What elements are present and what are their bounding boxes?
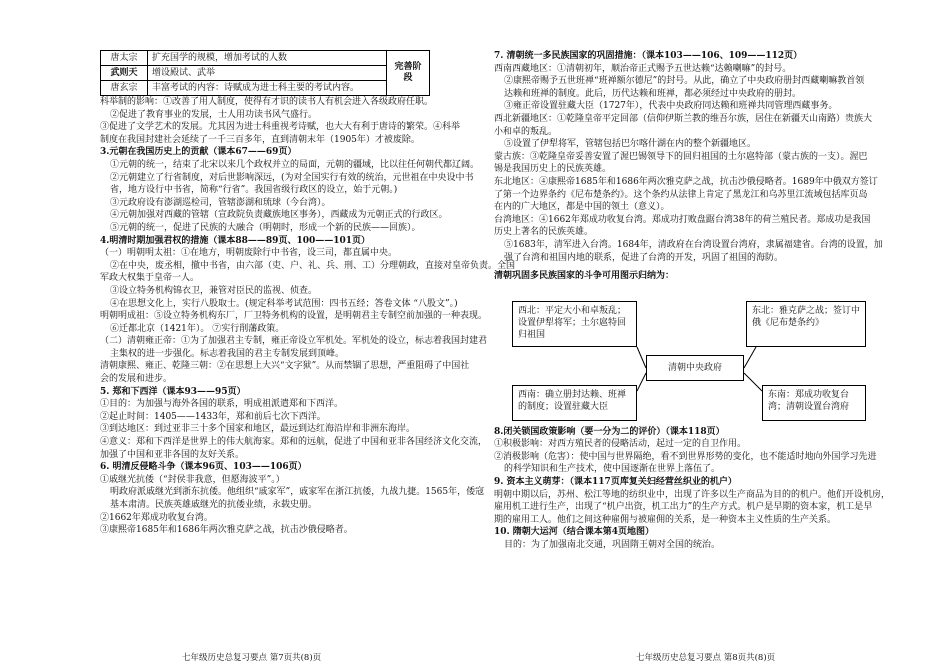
diagram-title: 清朝巩固多民族国家的斗争可用图示归纳为： [494,271,675,282]
table-cell: 唐玄宗 [101,81,148,96]
table-cell: 扩充国学的规模，增加考试的人数 [148,51,387,66]
text-line: （二）清朝雍正帝：①为了加强君主专制，雍正帝设立军机处。军机处的设立，标志着我国封建君 [100,336,488,347]
left-page [100,0,516,537]
right-page [494,0,891,552]
text-line: ⑤元朝的统一，促进了民族的大融合（明朝时，形成一个新的民族——回族）。 [110,222,421,233]
text-line: 3.元朝在我国历史上的贡献（课本67——69页） [100,147,297,158]
text-line: 军政大权集于皇帝一人。 [100,273,200,284]
text-line: （一）明朝明太祖：①在地方，明朝废除行中书省，设三司，都直属中央。 [100,248,398,259]
diagram-northwest: 西北：平定大小和卓叛乱；设置伊犁将军；土尔扈特回归祖国 [512,301,637,347]
text-line: ②促进了教育事业的发展，士人用功读书风气盛行。 [110,109,318,120]
keju-table [100,50,430,96]
text-line: ①元朝的统一，结束了北宋以来几个政权并立的局面，元朝的疆域，比以往任何朝代都辽阔。 [110,159,480,170]
text-line: 台湾地区：④1662年郑成功收复台湾。郑成功打败盘踞台湾38年的荷兰殖民者。郑成功是我国 [494,214,871,225]
text-line: ②消极影响（危害）：使中国与世界隔绝，看不到世界形势的变化，也不能适时地向外国学习先进 [494,451,877,462]
text-line: ②起止时间：1405——1433年，郑和前后七次下西洋。 [100,411,326,422]
text-line: 达赖和班禅的制度。此后，历代达赖和班禅，都必须经过中央政府的册封。 [504,88,802,99]
text-line: 科举制的影响：①改善了用人制度，使得有才识的读书人有机会进入各级政府任职。 [100,97,434,107]
text-line: ④元朝加强对西藏的管辖（宣政院负责藏族地区事务），西藏成为元朝正式的行政区。 [110,210,448,221]
right-text-2 [494,426,891,552]
table-cell: 增设殿试、武举 [148,66,387,81]
text-line: ⑥迁都北京（1421年）。 ⑦实行削藩政策。 [110,323,285,334]
text-line: 基本肃清。民族英雄戚继光的抗倭业绩，永载史册。 [110,500,318,510]
text-line: 会的发展和进步。 [100,374,173,385]
text-line: 7. 清朝统一多民族国家的巩固措施：（课本103——106、109——112页） [494,51,803,61]
text-line: ②在中央，废丞相，撤中书省，由六部（吏、户、礼、兵、刑、工）分理朝政，直接对皇帝负责。全国 [110,260,516,271]
text-line: 主集权的进一步强化。标志着我国的君主专制发展到顶峰。 [110,348,345,359]
text-line: 的科学知识和生产技术，使中国逐渐在世界上落伍了。 [504,464,721,475]
text-line: 蒙古族：③乾隆皇帝妥善安置了渥巴锡领导下的回归祖国的土尔扈特部（蒙古族的一支）。渥巴 [494,151,868,162]
text-line: 10. 隋朝大运河（结合课本第4页地图） [494,527,655,538]
page-footer-left: 七年级历史总复习要点 第7页共(8)页 [182,653,322,663]
text-line: ④意义：郑和下西洋是世界上的伟大航海家。郑和的远航，促进了中国和亚非各国经济文化交流， [100,437,488,448]
text-line: 4.明清时期加强君权的措施（课本88——89页、100——101页） [100,235,371,246]
text-line: 西北新疆地区：①乾隆皇帝平定回部（信仰伊斯兰教的维吾尔族，居住在新疆天山南路）贵族大 [494,113,873,124]
text-line: ①积极影响：对西方殖民者的侵略活动，起过一定的自卫作用。 [494,439,747,450]
text-line: ⑤1683年，清军进入台湾。1684年，清政府在台湾设置台湾府，隶属福建省。台湾的设置，加 [504,239,883,250]
table-side-label: 完善阶段 [387,51,430,96]
text-line: ④在思想文化上，实行八股取士。(规定科举考试范围：四书五经；答卷文体 “八股文”。) [110,298,458,309]
diagram-northeast: 东北：雅克萨之战；签订中俄《尼布楚条约》 [746,301,866,347]
text-line: 制度在我国封建社会延续了一千三百多年，直到清朝末年（1905年）才被废除。 [100,134,420,145]
text-line: ③促进了文学艺术的发展。尤其因为进士科重视考诗赋，也大大有利于唐诗的繁荣。④科举 [100,122,461,133]
text-line: ①目的：为加强与海外各国的联系，明成祖派遣郑和下西洋。 [100,399,344,410]
text-line: ③元政府设有澎湖巡检司，管辖澎湖和琉球（今台湾）。 [110,197,331,208]
table-cell: 武则天 [101,66,148,81]
text-line: 东北地区：④康熙帝1685年和1686年两次雅克萨之战，抗击沙俄侵略者。1689年中俄双方签订 [494,176,878,187]
text-line: 锡是我国历史上的民族英雄。 [494,164,612,175]
text-line: 5. 郑和下西洋（课本93——95页） [100,386,246,397]
text-line: ②1662年郑成功收复台湾。 [100,512,213,523]
text-line: ②元朝建立了行省制度，对后世影响深远，(为对全国实行有效的统治，元世祖在中央设中书 [110,172,474,183]
text-line: ①戚继光抗倭（“封侯非我意，但愿海波平”。） [100,474,285,485]
text-line: 9. 资本主义萌芽：（课本117页库复关妇经营丝织业的机户） [494,477,737,488]
text-line: ③雍正帝设置驻藏大臣（1727年），代表中央政府同达赖和班禅共同管理西藏事务。 [504,101,838,112]
text-line: 在内的广大地区，都是中国的领土（意义）。 [494,202,670,213]
text-line: 明政府派戚继光到浙东抗倭。他组织“戚家军”，戚家军在浙江抗倭，九战九捷。1565年，倭寇 [110,487,485,498]
text-line: 8.闭关锁国政策影响（要一分为二的评价）（课本118页） [494,426,725,437]
table-cell: 唐太宗 [101,51,148,66]
text-line: 明朝中期以后，苏州、松江等地的纺织业中，出现了许多以生产商品为目的的机户。他们开设机房， [494,489,891,500]
text-line: 强了台湾和祖国内地的联系，促进了台湾的开发，巩固了祖国的海防。 [504,252,784,263]
text-line: 加强了中国和亚非各国的友好关系。 [100,449,245,460]
diagram-southwest: 西南：确立册封达赖、班禅的制度；设置驻藏大臣 [512,385,637,421]
text-line: 省，地方设行中书省，简称“行省”。我国省级行政区的设立，始于元朝。) [110,185,398,196]
text-line: 清朝康熙、雍正、乾隆三朝：②在思想上大兴“文字狱”。从而禁锢了思想，严重阻碍了中国社 [100,361,470,372]
text-line: ⑤设置了伊犁将军，管辖包括巴尔喀什湖在内的整个新疆地区。 [504,139,757,150]
text-line: 6. 明清反侵略斗争（课本96页、103——106页） [100,462,307,473]
text-line: ③设立特务机构锦衣卫，兼管对臣民的监视、侦查。 [110,285,318,296]
text-line: ③康熙帝1685年和1686年两次雅克萨之战，抗击沙俄侵略者。 [100,525,353,536]
text-line: ②康熙帝赐予五世班禅“班禅额尔德尼”的封号。从此，确立了中央政府册封西藏喇嘛教首领 [504,76,865,87]
text-line: 明朝明成祖：⑤设立特务机构东厂，厂卫特务机构的设置，是明朝君主专制空前加强的一种表现。 [100,311,488,322]
text-line: 小和卓的叛乱。 [494,126,558,137]
table-cell: 丰富考试的内容：诗赋成为进士科主要的考试内容。 [148,81,387,96]
diagram-center: 清朝中央政府 [646,355,744,381]
left-text [100,96,516,537]
text-line: 历史上著名的民族英雄。 [494,227,594,238]
page-footer-right: 七年级历史总复习要点 第8页共(8)页 [636,653,776,663]
right-text [494,50,883,264]
text-line: 雇用机工进行生产，出现了“机户出资，机工出力”的生产方式。机户是早期的资本家，机工是早 [494,502,873,513]
text-line: 期的雇用工人。他们之间这种雇佣与被雇佣的关系，是一种资本主义性质的生产关系。 [494,514,837,525]
text-line: 了第一个边界条约《尼布楚条约》。这个条约从法律上肯定了黑龙江和乌苏里江流域包括库页岛 [494,189,868,200]
text-line: ③到达地区：到过亚非三十多个国家和地区，最远到达红海沿岸和非洲东海岸。 [100,424,416,435]
text-line: 西南西藏地区：①清朝初年，顺治帝正式赐予五世达赖“达赖喇嘛”的封号。 [494,63,792,74]
qing-diagram [494,291,878,426]
text-line: 目的：为了加强南北交通，巩固隋王朝对全国的统治。 [504,540,721,551]
diagram-southeast: 东南：郑成功收复台湾；清朝设置台湾府 [762,385,866,421]
